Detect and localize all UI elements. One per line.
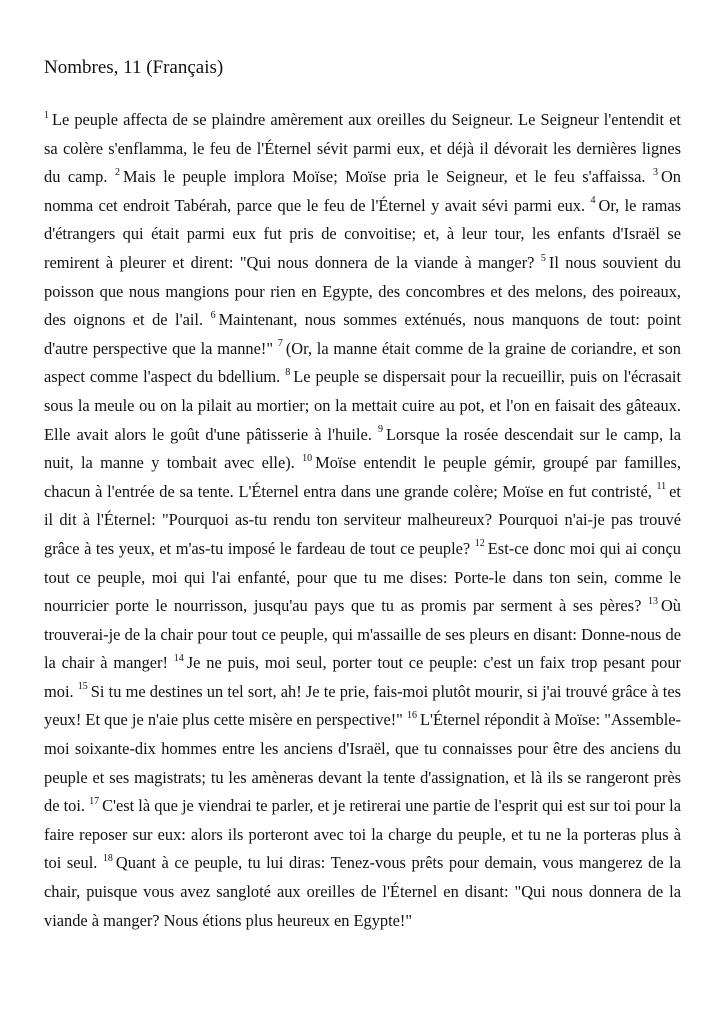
verse-2	[115, 167, 645, 186]
document-page	[44, 56, 681, 935]
verse-number: 16	[407, 710, 418, 721]
verse-number: 2	[114, 166, 120, 178]
verse-text: (Or, la manne était comme de la graine de coriandre, et son aspect comme l'aspect du bdellium.	[44, 338, 681, 387]
verse-text: L'Éternel répondit à Moïse: "Assemble-moi soixante-dix hommes entre les anciens d'Israël, que tu connaisses pour être des anciens du peuple et ses magistrats; tu les amèneras devant la tente d'assignation, et là ils se rangeront près de toi.	[44, 710, 681, 816]
verse-text: Or, le ramas d'étrangers qui était parmi eux fut pris de convoitise; et, à leur tour, les enfants d'Israël se remirent à pleurer et dirent: "Qui nous donnera de la viande à manger?	[44, 195, 681, 272]
verse-text: Le peuple se dispersait pour la recueillir, puis on l'écrasait sous la meule ou on la pilait au mortier; on la mettait cuire au pot, et l'on en faisait des gâteaux. Elle avait alors le goût d'une pâtisserie à l'huile.	[44, 367, 682, 444]
verse-text: Le peuple affecta de se plaindre amèrement aux oreilles du Seigneur. Le Seigneur l'entendit et sa colère s'enflamma, le feu de l'Éternel sévit parmi eux, et déjà il dévorait les dernières lignes du camp.	[44, 110, 681, 187]
verse-number: 13	[647, 595, 658, 607]
verse-text: Il nous souvient du poisson que nous mangions pour rien en Egypte, des concombres et des melons, des poireaux, des oignons et de l'ail.	[44, 252, 681, 330]
verse-text: On nomma cet endroit Tabérah, parce que le feu de l'Éternel y avait sévi parmi eux.	[44, 167, 681, 215]
verse-number: 9	[377, 424, 383, 436]
verse-number: 4	[590, 195, 596, 207]
verse-text: Quant à ce peuple, tu lui diras: Tenez-vous prêts pour demain, vous mangerez de la chair, puisque vous avez sangloté aux oreilles de l'Éternel en disant: "Qui nous donnera de la viande à manger? Nous étions plus heureux en Egypte!"	[44, 853, 681, 930]
verse-number: 14	[173, 652, 184, 664]
page-title: Nombres, 11 (Français)	[44, 57, 224, 78]
chapter-text	[44, 106, 681, 935]
verse-text: Mais le peuple implora Moïse; Moïse pria le Seigneur, et le feu s'affaissa.	[122, 167, 646, 187]
verse-text: Est-ce donc moi qui ai conçu tout ce peuple, moi qui l'ai enfanté, pour que tu me dises: Porte-le dans ton sein, comme le nourricier porte le nourrisson, jusqu'au pays que tu as promis par serment à ses pères?	[44, 538, 681, 616]
verse-number: 1	[44, 109, 49, 121]
verse-number: 6	[210, 309, 216, 321]
verse-number: 12	[474, 538, 485, 550]
verse-number: 18	[102, 852, 113, 864]
verse-text: Je ne puis, moi seul, porter tout ce peuple: c'est un faix trop pesant pour moi.	[44, 653, 681, 701]
verse-number: 15	[77, 681, 88, 693]
verse-text: Moïse entendit le peuple gémir, groupé par familles, chacun à l'entrée de sa tente. L'Éternel entra dans une grande colère; Moïse en fut contristé,	[44, 453, 681, 501]
verse-18	[44, 853, 681, 929]
verse-text: Lorsque la rosée descendait sur le camp, la nuit, la manne y tombait avec elle).	[44, 424, 681, 473]
verse-text: Maintenant, nous sommes exténués, nous manquons de tout: point d'autre perspective que la manne!"	[44, 310, 681, 358]
verse-number: 7	[277, 338, 283, 350]
verse-number: 10	[302, 452, 313, 464]
verse-number: 3	[652, 166, 658, 178]
verse-number: 17	[89, 795, 100, 807]
verse-text: Où trouverai-je de la chair pour tout ce peuple, qui m'assaille de ses pleurs en disant: Donne-nous de la chair à manger!	[44, 596, 681, 673]
verse-number: 8	[285, 366, 291, 378]
verse-number: 11	[656, 481, 667, 493]
verse-text: Si tu me destines un tel sort, ah! Je te prie, fais-moi plutôt mourir, si j'ai trouvé grâce à tes yeux! Et que je n'aie plus cette misère en perspective!"	[44, 681, 681, 730]
verse-text: et il dit à l'Éternel: "Pourquoi as-tu rendu ton serviteur malheureux? Pourquoi n'ai-je pas trouvé grâce à tes yeux, et m'as-tu imposé le fardeau de tout ce peuple?	[44, 481, 681, 558]
verse-text: C'est là que je viendrai te parler, et je retirerai une partie de l'esprit qui est sur toi pour la faire reposer sur eux: alors ils porteront avec toi la charge du peuple, et tu ne la porteras plus à toi seul.	[44, 796, 681, 873]
verse-number: 5	[540, 252, 546, 264]
